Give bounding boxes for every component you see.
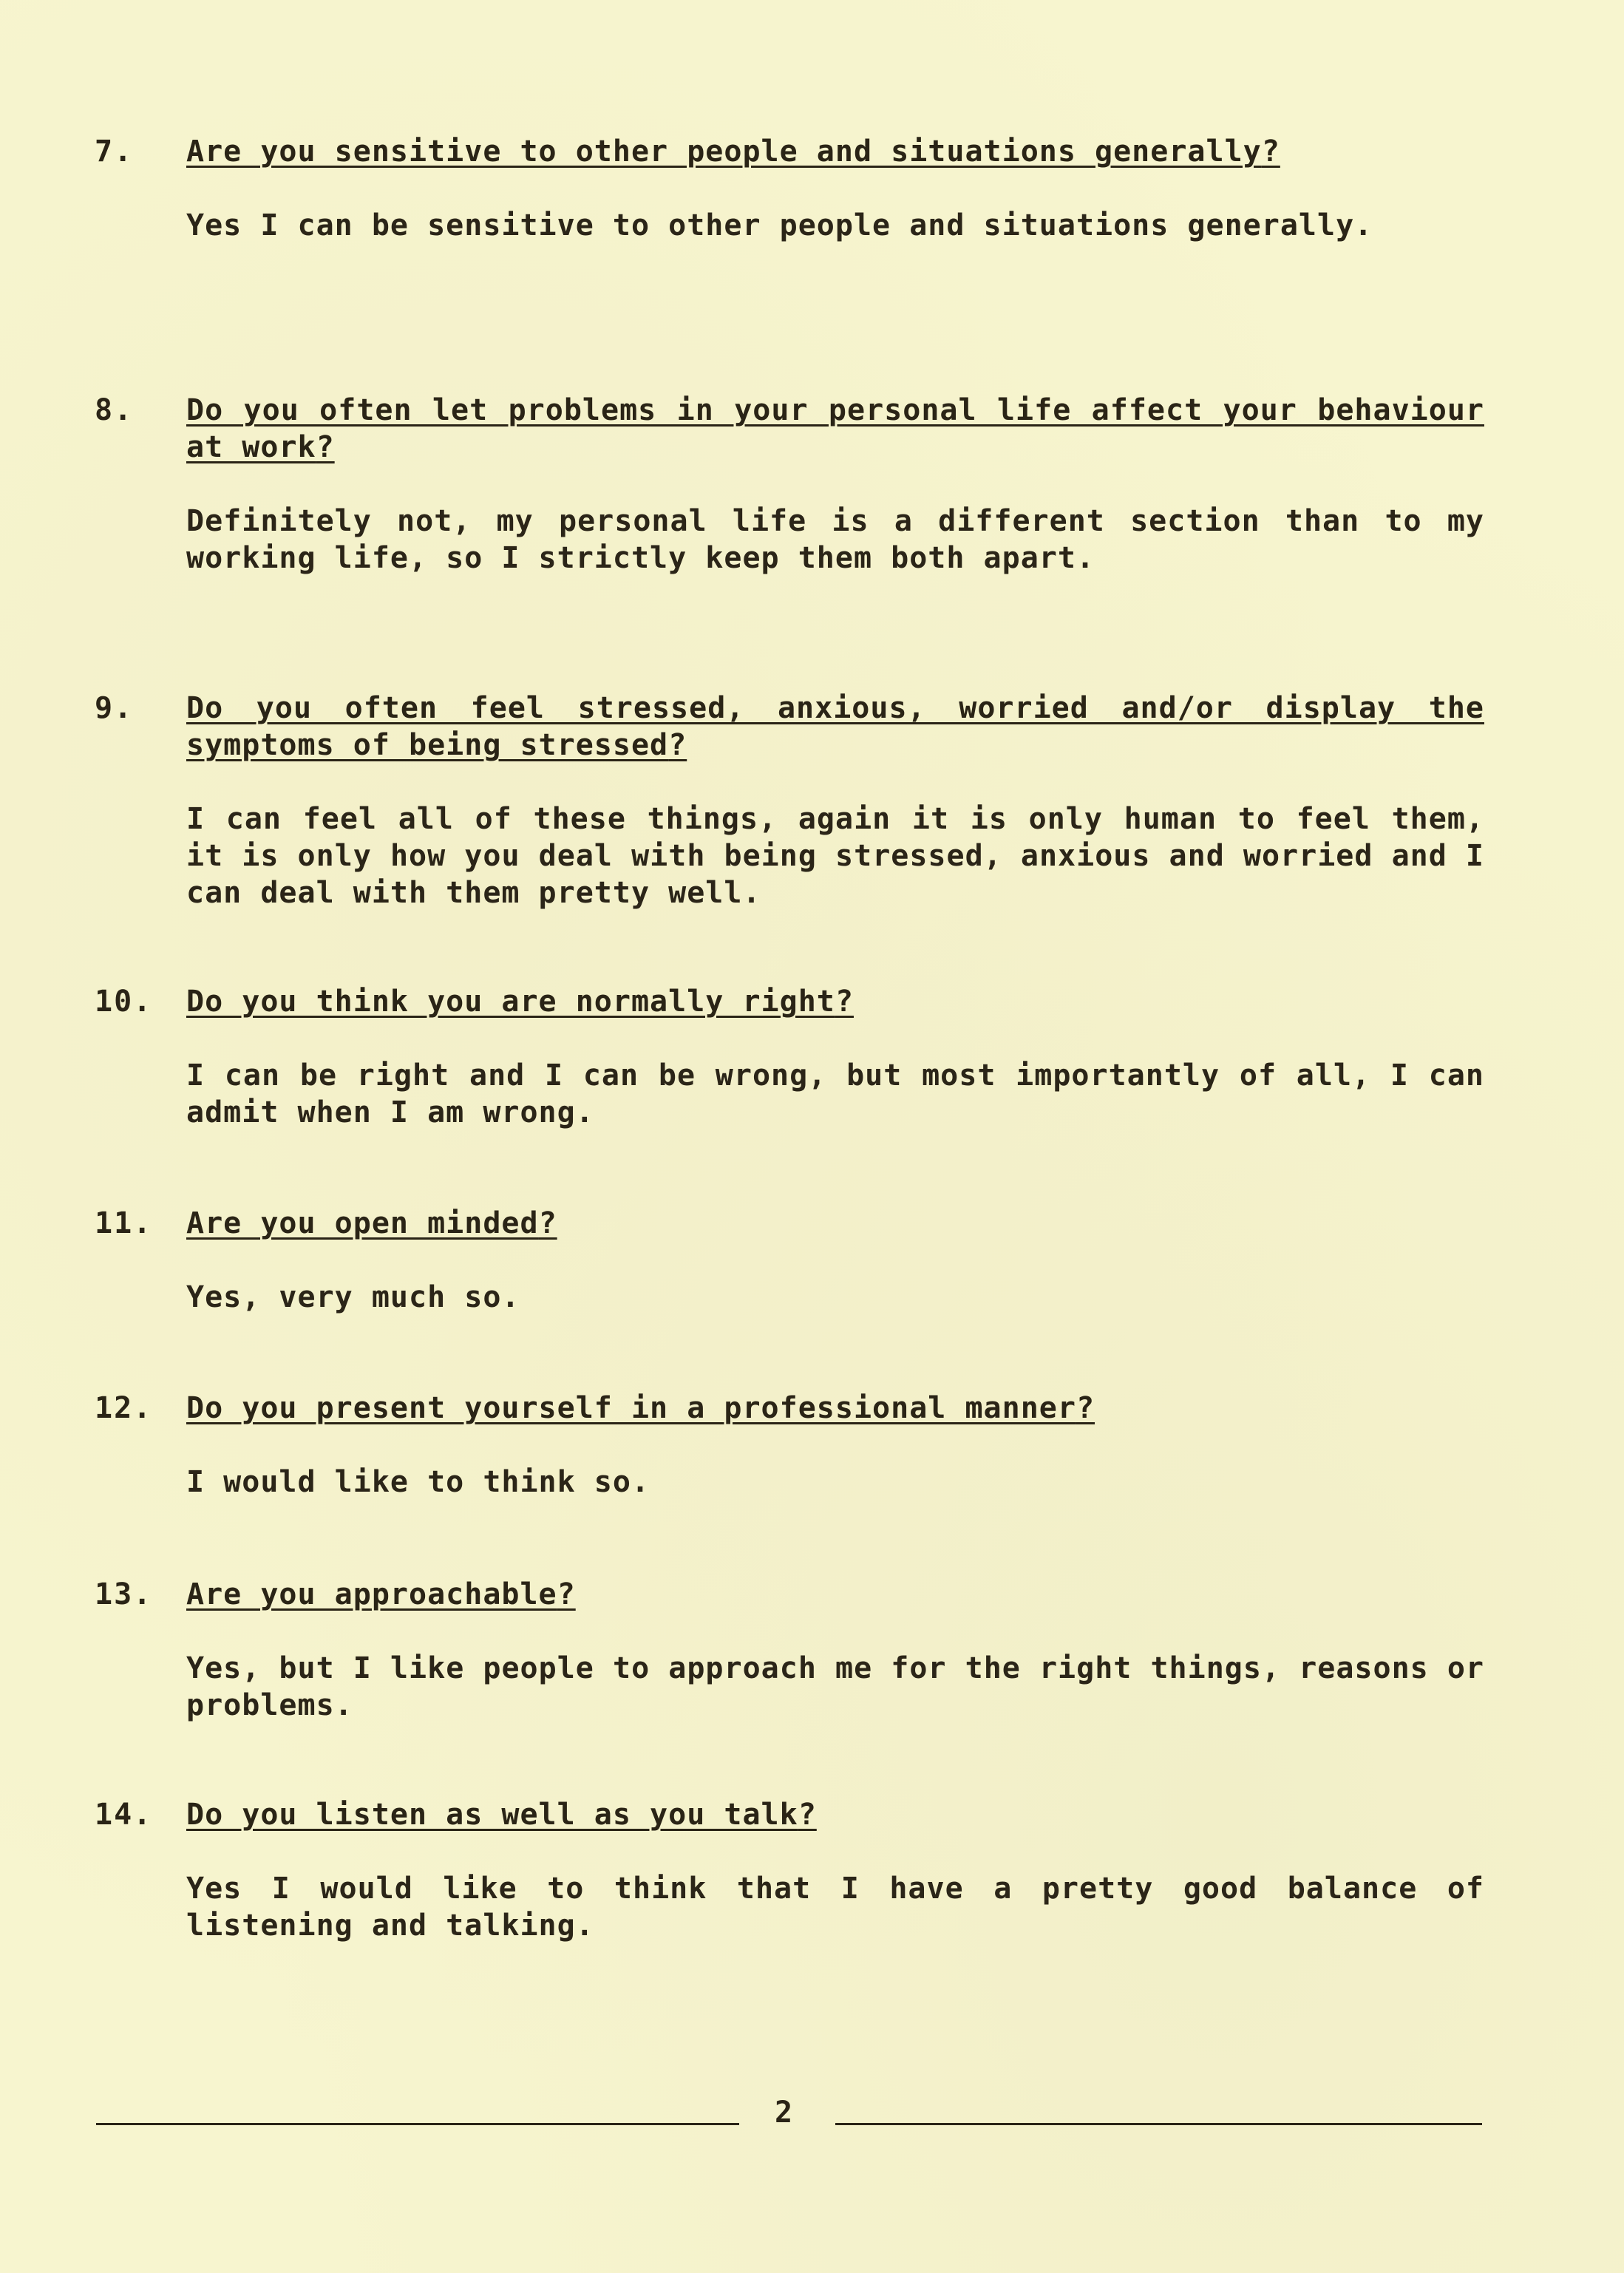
page-footer (96, 2096, 1482, 2130)
question-text: Do you listen as well as you talk? (186, 1798, 817, 1832)
question-block-12 (95, 1390, 1484, 1501)
question-text: Do you often feel stressed, anxious, worried and/or display the symptoms of being stressed? (186, 691, 1484, 762)
question-text: Do you think you are normally right? (186, 985, 854, 1019)
question-row (95, 1390, 1484, 1427)
answer-text: Definitely not, my personal life is a different section than to my working life, so I strictly keep them both apart. (186, 504, 1484, 575)
question-number: 9. (95, 691, 134, 725)
question-block-14 (95, 1796, 1484, 1944)
question-text: Are you open minded? (186, 1206, 557, 1240)
footer-rule-right (835, 2123, 1482, 2125)
answer-text: Yes, very much so. (186, 1280, 520, 1314)
question-row (95, 133, 1484, 170)
question-number: 8. (95, 393, 134, 427)
question-number: 10. (95, 985, 153, 1019)
question-block-9 (95, 690, 1484, 911)
question-row (95, 1796, 1484, 1833)
question-text: Do you present yourself in a professional manner? (186, 1391, 1095, 1425)
footer-rule-left (96, 2123, 739, 2125)
question-block-10 (95, 983, 1484, 1131)
question-text: Do you often let problems in your personal life affect your behaviour at work? (186, 393, 1484, 464)
answer-text: Yes, but I like people to approach me for the right things, reasons or problems. (186, 1651, 1484, 1722)
question-block-7 (95, 133, 1484, 244)
question-number: 7. (95, 135, 134, 169)
page-number: 2 (775, 2096, 793, 2130)
answer-text: Yes I can be sensitive to other people and situations generally. (186, 208, 1373, 242)
question-text: Are you sensitive to other people and situations generally? (186, 135, 1280, 169)
question-row (95, 690, 1484, 764)
question-number: 11. (95, 1206, 153, 1240)
question-block-13 (95, 1576, 1484, 1724)
question-row (95, 392, 1484, 466)
answer-text: I can be right and I can be wrong, but most importantly of all, I can admit when I am wrong. (186, 1059, 1484, 1129)
answer-text: I would like to think so. (186, 1465, 650, 1499)
question-number: 12. (95, 1391, 153, 1425)
question-row (95, 1576, 1484, 1613)
question-block-8 (95, 392, 1484, 577)
question-number: 14. (95, 1798, 153, 1832)
question-text: Are you approachable? (186, 1577, 576, 1611)
answer-text: Yes I would like to think that I have a pretty good balance of listening and talking. (186, 1872, 1484, 1943)
question-block-11 (95, 1205, 1484, 1316)
question-row (95, 1205, 1484, 1242)
answer-text: I can feel all of these things, again it is only human to feel them, it is only how you deal with being stressed, anxious and worried and I can deal with them pretty well. (186, 802, 1484, 910)
question-number: 13. (95, 1577, 153, 1611)
question-row (95, 983, 1484, 1020)
